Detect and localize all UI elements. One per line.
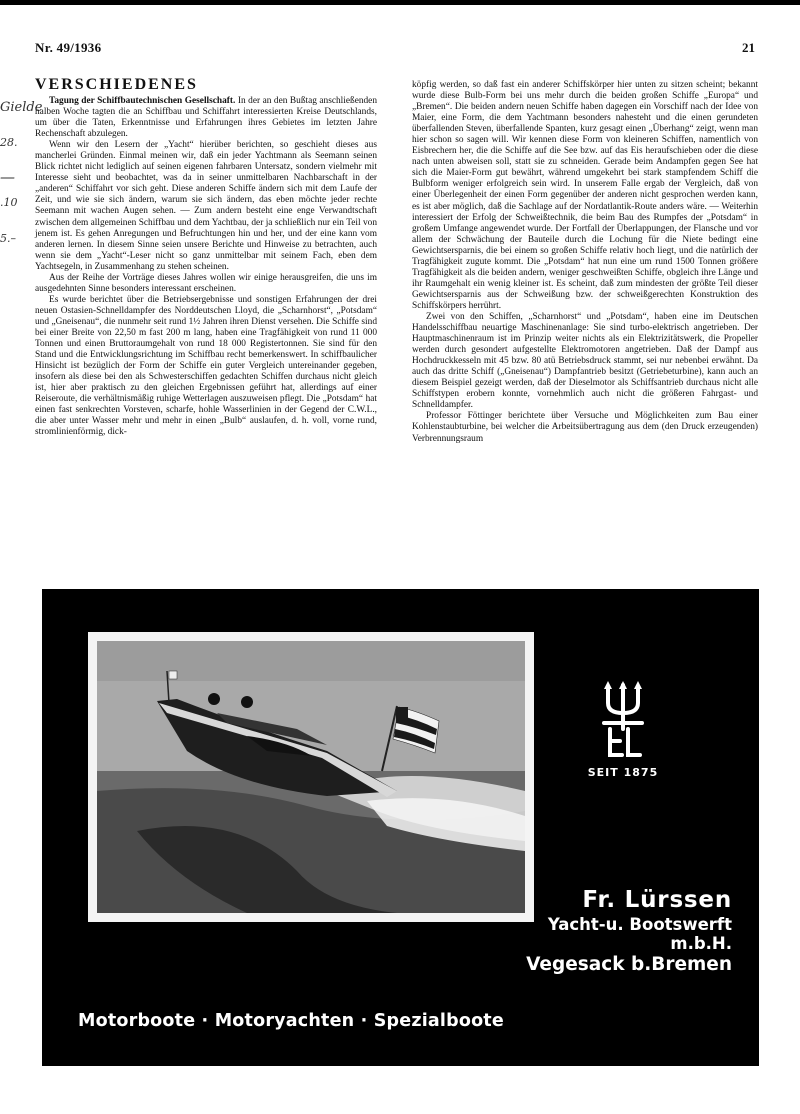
section-heading: VERSCHIEDENES bbox=[35, 76, 198, 93]
article-paragraph: Es wurde berichtet über die Betriebsergebnisse und sonstigen Erfahrungen der drei neuen Ostasien-Schnelldampfer des Norddeutschen Lloyd, die „Scharnhorst“, „Potsdam“ und „Gneisenau“, die nunmehr seit rund 1½ Jahren ihren Dienst versehen. Die Schiffe sind bei einer Breite von 22,50 m fast 200 m lang, haben eine Tragfähigkeit von rund 11 000 Tonnen und einen Bruttoraumgehalt von rund 18 000 Registertonnen. Sie sind für den Stand und die Entwicklungsrichtung im Schiffbau recht bemerkenswert. In schiffbaulicher Hinsicht ist bezüglich der Form der Schiffe ein guter Vergleich untereinander gegeben, insofern als diese bei den als Schwesterschiffen gedachten Schiffen durchaus nicht gleich ist, hier aber praktisch zu den gleichen Ergebnissen geführt hat, allerdings auf einer Reiseroute, die verhältnismäßig ruhige Wetterlagen auszuweisen pflegt. Die „Potsdam“ hat einen fast senkrechten Vorsteven, scharfe, hohle Wasserlinien in der Gegend der C.W.L., die aber unter Wasser mehr und mehr in einen „Bulb“ auslaufen, d. h. voll, vorne rund, stromlinienförmig, dick- bbox=[35, 294, 377, 438]
paragraph-text: In der an den Bußtag anschließenden halben Woche tagten die an Schiffbau und Schiffahrt interessierten Kreise Deutschlands, um über die Taten, Erkenntnisse und Erfahrungen ihres Gebietes im letzten Jahre Rechenschaft abzulegen. bbox=[35, 96, 377, 140]
speedboat-illustration bbox=[97, 641, 525, 913]
article-paragraph: köpfig werden, so daß fast ein anderer Schiffskörper hier unten zu sitzen scheint; bekannt wurde diese Bulb-Form bei uns mehr durch die beiden großen Schiffe „Europa“ und „Bremen“. Die beiden andern neuen Schiffe haben dagegen ein Vorschiff nach der Idee von Maier, eine Form, die dem Yachtmann besonders nahesteht und die einen gerundeten überfallenden Steven, überfallende Spanten, kurz gesagt einen „Überhang“ zeigt, wenn man hier schon so sagen will. Wir kennen diese Form von kleineren Schiffen, namentlich von Eisbrechern her, die die Schiffe auf die See bzw. auf das Eis heraufschieben oder die diese nach unten abweisen soll, statt sie zu schneiden. Gerade beim Andampfen gegen See hat sich die Maier-Form gut bewährt, während umgekehrt bei stark stampfendem Schiff die Bulbform weniger erfolgreich sein wird. In unserem Falle ergab der Vergleich, daß von einer Überlegenheit der einen Form gegenüber der anderen nicht gesprochen werden kann, es ist aber möglich, daß die Sachlage auf der Nordatlantik-Route anders wäre. — Weiterhin interessiert der Erfolg der Schweißtechnik, die beim Bau des Rumpfes der „Potsdam“ in großem Umfange angewendet wurde. Der Fortfall der Überlappungen, der Flansche und vor allem der Schwächung der Bauteile durch die Lochung für die Niete bedingt eine Gewichtsersparnis, die bei einem so großen Schiffe relativ hoch liegt, und die natürlich der Tragfähigkeit zugute kommt. Die „Potsdam“ hat nun eine um rund 1500 Tonnen größere Tragfähigkeit als die beiden andern, weniger geschweißten Schiffe, obgleich ihre Länge und ihr Raumgehalt ein wenig kleiner ist. Es scheint, daß zum mindesten der größte Teil dieser Gewichtsersparnis aus der Schweißung bzw. der schweißgerechten Konstruktion des Schiffskörpers herrührt. bbox=[412, 80, 758, 311]
article-paragraph: Professor Föttinger berichtete über Versuche und Möglichkeiten zum Bau einer Kohlenstaubturbine, bei welcher die Arbeitsübertragung aus dem (den Druck erzeugenden) Verbrennungsraum bbox=[412, 411, 758, 444]
page-number: 21 bbox=[742, 40, 755, 55]
ad-slogan: Motorboote · Motoryachten · Spezialboote bbox=[78, 1011, 504, 1031]
firm-name: Fr. Lürssen bbox=[582, 887, 732, 913]
firm-location: Vegesack b.Bremen bbox=[526, 954, 732, 976]
handwritten-margin-notes bbox=[0, 100, 43, 260]
firm-address-block bbox=[502, 887, 732, 976]
article-column-left bbox=[35, 96, 377, 438]
margin-note: — bbox=[0, 168, 15, 186]
article-paragraph: Zwei von den Schiffen, „Scharnhorst“ und „Potsdam“, haben eine im Deutschen Handelsschiffbau neuartige Maschinenanlage: Sie sind turbo-elektrisch angetrieben. Der Hauptmaschinenraum ist im Prinzip weiter nichts als ein Elektrizitätswerk, die Propeller werden durch gesondert aufgestellte Elektromotoren angetrieben. Daß der Dampf aus Hochdruckkesseln mit 45 bzw. 80 atü Betriebsdruck stammt, sei nur nebenbei erwähnt. Da auch das dritte Schiff („Gneisenau“) Dampfantrieb besitzt (Getriebeturbine), kann auch an diesem Beispiel gezeigt werden, daß der Dieselmotor als Schiffsantrieb durchaus nicht alle Schiffstypen erobern konnte, vornehmlich auch nicht die größeren Fahrgast- und Schnelldampfer. bbox=[412, 311, 758, 411]
speedboat-photo-icon bbox=[97, 641, 525, 913]
founding-year: SEIT 1875 bbox=[587, 766, 659, 779]
article-paragraph: Wenn wir den Lesern der „Yacht“ hierüber berichten, so geschieht dieses aus mancherlei Gründen. Einmal meinen wir, daß ein jeder Yachtmann als Seemann seinen Blick richtet nicht lediglich auf seinen eigenen fahrbaren Untersatz, sondern vielmehr mit Interesse sieht und beobachtet, was da in seiner unmittelbaren Nachbarschaft in der „anderen“ Schiffahrt vor sich geht. Diese anderen Schiffe ändern sich mit dem Laufe der Zeit, und wie sie sich ändern, warum sie sich ändern, das eben möchte jeder rechte Seemann mit wachen Augen sehen. — Zum andern besteht eine enge Verwandtschaft zwischen dem allgemeinen Schiffbau und dem Yachtbau, der ja schließlich nur ein Teil von jenem ist. Es gehen Anregungen und Befruchtungen hin und her, und der eine kann vom anderen lernen. In diesem Sinne seien unsere Berichte und Hinweise zu betrachten, auch wenn sie dem „Yacht“-Leser nicht so ganz unmittelbar mit seinem Fach, eben dem Yachtsegeln, in Zusammenhang zu stehen scheinen. bbox=[35, 140, 377, 272]
margin-note: 28. bbox=[0, 136, 18, 149]
top-border-bar bbox=[0, 0, 800, 5]
article-paragraph bbox=[35, 96, 377, 140]
article-column-right bbox=[412, 80, 758, 445]
margin-note: 5.– bbox=[0, 232, 16, 245]
photo-frame bbox=[88, 632, 534, 922]
margin-note: Gielde bbox=[0, 100, 43, 115]
article-paragraph: Aus der Reihe der Vorträge dieses Jahres wollen wir einige herausgreifen, die uns im ausgedehnten Sinne besonders interessant erscheinen. bbox=[35, 272, 377, 294]
firm-type: Yacht-u. Bootswerft m.b.H. bbox=[547, 914, 732, 954]
luerssen-advertisement bbox=[42, 589, 759, 1066]
margin-note: .10 bbox=[0, 196, 18, 209]
issue-number: Nr. 49/1936 bbox=[35, 40, 102, 55]
trident-fl-monogram-icon bbox=[598, 681, 648, 761]
article-lead: Tagung der Schiffbautechnischen Gesellschaft. bbox=[49, 96, 236, 106]
